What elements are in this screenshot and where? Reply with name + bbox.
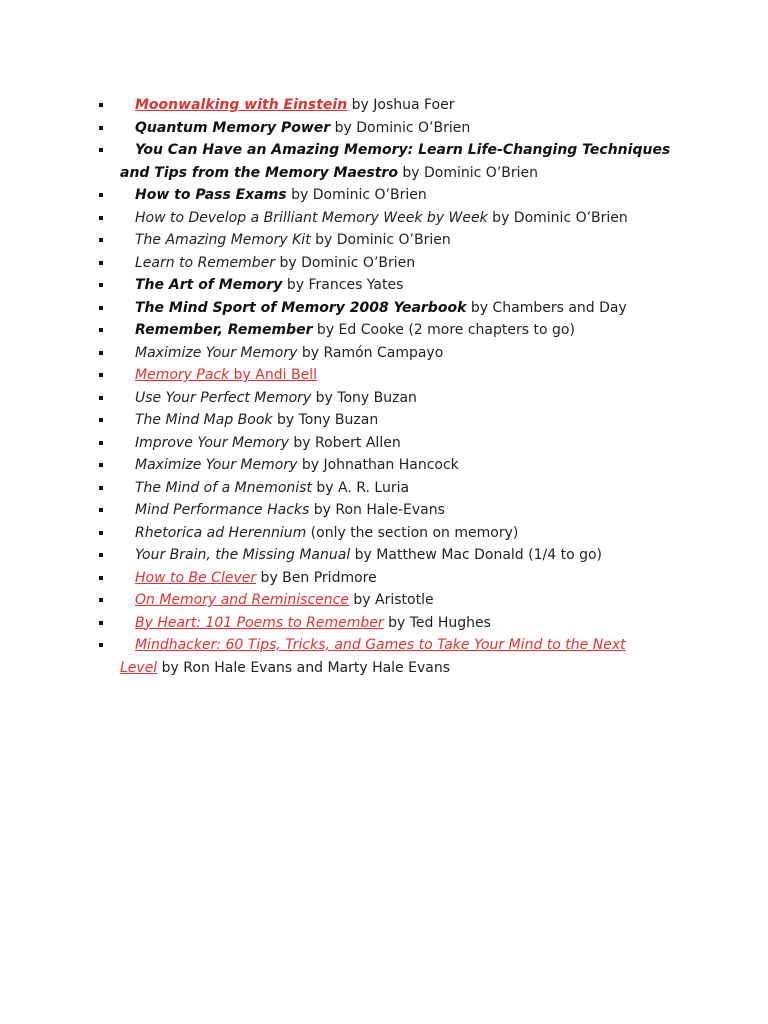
book-author: by Tony Buzan xyxy=(311,389,417,406)
list-item xyxy=(96,207,676,230)
list-item xyxy=(96,364,676,387)
book-author: by A. R. Luria xyxy=(311,479,410,496)
book-author: by Ben Pridmore xyxy=(256,569,377,586)
book-author: by Matthew Mac Donald (1/4 to go) xyxy=(350,547,603,563)
list-item xyxy=(96,477,676,500)
book-title: Quantum Memory Power xyxy=(135,119,331,136)
book-title: The Mind of a Mnemonist xyxy=(135,479,312,496)
list-item xyxy=(96,499,676,522)
list-item xyxy=(96,589,676,612)
book-note: (only the section on memory) xyxy=(306,524,519,541)
list-item xyxy=(96,297,676,320)
list-item xyxy=(96,612,676,635)
book-title: How to Develop a Brilliant Memory Week by Week xyxy=(135,209,488,226)
square-bullet-icon xyxy=(99,576,103,580)
book-title-continued: and Tips from the Memory Maestro xyxy=(120,164,398,181)
book-title: How to Pass Exams xyxy=(135,187,287,203)
book-author: by Tony Buzan xyxy=(272,412,379,428)
book-title-link-continued[interactable]: Level xyxy=(120,659,158,676)
list-item xyxy=(96,184,676,207)
square-bullet-icon xyxy=(99,486,103,490)
square-bullet-icon xyxy=(99,598,103,602)
book-title: The Mind Sport of Memory 2008 Yearbook xyxy=(135,299,467,316)
square-bullet-icon xyxy=(99,193,103,197)
book-title-link[interactable]: How to Be Clever xyxy=(135,569,257,586)
square-bullet-icon xyxy=(99,396,103,400)
square-bullet-icon xyxy=(99,103,103,107)
square-bullet-icon xyxy=(99,351,103,355)
book-title: You Can Have an Amazing Memory: Learn Life-Changing Techniques xyxy=(135,142,671,158)
book-author: by Johnathan Hancock xyxy=(297,457,459,473)
book-title-link[interactable]: Moonwalking with Einstein xyxy=(135,97,348,113)
book-author: by Aristotle xyxy=(348,592,434,608)
square-bullet-icon xyxy=(99,328,103,332)
book-author: by Ramón Campayo xyxy=(297,344,444,361)
square-bullet-icon xyxy=(99,283,103,287)
square-bullet-icon xyxy=(99,216,103,220)
book-title: Use Your Perfect Memory xyxy=(135,389,312,406)
book-title: Rhetorica ad Herennium xyxy=(135,524,307,541)
square-bullet-icon xyxy=(99,126,103,130)
square-bullet-icon xyxy=(99,238,103,242)
square-bullet-icon xyxy=(99,508,103,512)
list-item xyxy=(96,567,676,590)
book-title: Maximize Your Memory xyxy=(135,457,298,473)
list-item xyxy=(96,229,676,252)
square-bullet-icon xyxy=(99,373,103,377)
square-bullet-icon xyxy=(99,306,103,310)
book-title: Mind Performance Hacks xyxy=(135,502,310,518)
list-item xyxy=(96,544,676,567)
list-item xyxy=(96,252,676,275)
book-author: by Robert Allen xyxy=(288,434,401,451)
book-author-link[interactable]: by Andi Bell xyxy=(229,367,317,383)
book-author: by Dominic O’Brien xyxy=(275,254,416,271)
book-title: The Mind Map Book xyxy=(135,412,273,428)
book-title: The Art of Memory xyxy=(135,277,283,293)
square-bullet-icon xyxy=(99,621,103,625)
book-title: Remember, Remember xyxy=(135,322,313,338)
list-item xyxy=(96,454,676,477)
book-title: Improve Your Memory xyxy=(135,434,289,451)
list-item xyxy=(96,139,676,184)
book-author: by Dominic O’Brien xyxy=(330,119,471,136)
book-title: The Amazing Memory Kit xyxy=(135,232,311,248)
book-title: Your Brain, the Missing Manual xyxy=(135,547,351,563)
book-list xyxy=(96,94,676,679)
book-author: by Ed Cooke (2 more chapters to go) xyxy=(312,322,575,338)
square-bullet-icon xyxy=(99,441,103,445)
book-title-link[interactable]: Memory Pack xyxy=(135,367,230,383)
square-bullet-icon xyxy=(99,553,103,557)
book-title-link[interactable]: On Memory and Reminiscence xyxy=(135,592,349,608)
book-author: by Dominic O’Brien xyxy=(310,232,451,248)
book-author: by Dominic O’Brien xyxy=(397,164,539,181)
list-item xyxy=(96,342,676,365)
book-author: by Ron Hale-Evans xyxy=(309,502,445,518)
book-author: by Chambers and Day xyxy=(466,299,627,316)
list-item xyxy=(96,387,676,410)
list-item xyxy=(96,522,676,545)
list-item xyxy=(96,634,676,679)
list-item xyxy=(96,94,676,117)
book-author: by Joshua Foer xyxy=(347,97,455,113)
list-item xyxy=(96,117,676,140)
book-title-link[interactable]: Mindhacker: 60 Tips, Tricks, and Games to Take Your Mind to the Next xyxy=(135,637,626,653)
book-author: by Ron Hale Evans and Marty Hale Evans xyxy=(157,659,451,676)
list-item xyxy=(96,409,676,432)
list-item xyxy=(96,274,676,297)
book-title: Maximize Your Memory xyxy=(135,344,298,361)
list-item xyxy=(96,432,676,455)
book-title-link[interactable]: By Heart: 101 Poems to Remember xyxy=(135,614,384,631)
square-bullet-icon xyxy=(99,148,103,152)
book-author: by Frances Yates xyxy=(282,277,404,293)
book-title: Learn to Remember xyxy=(135,254,276,271)
square-bullet-icon xyxy=(99,418,103,422)
list-item xyxy=(96,319,676,342)
square-bullet-icon xyxy=(99,463,103,467)
square-bullet-icon xyxy=(99,531,103,535)
book-author: by Dominic O’Brien xyxy=(286,187,427,203)
square-bullet-icon xyxy=(99,643,103,647)
book-author: by Ted Hughes xyxy=(383,614,491,631)
book-author: by Dominic O’Brien xyxy=(487,209,628,226)
square-bullet-icon xyxy=(99,261,103,265)
